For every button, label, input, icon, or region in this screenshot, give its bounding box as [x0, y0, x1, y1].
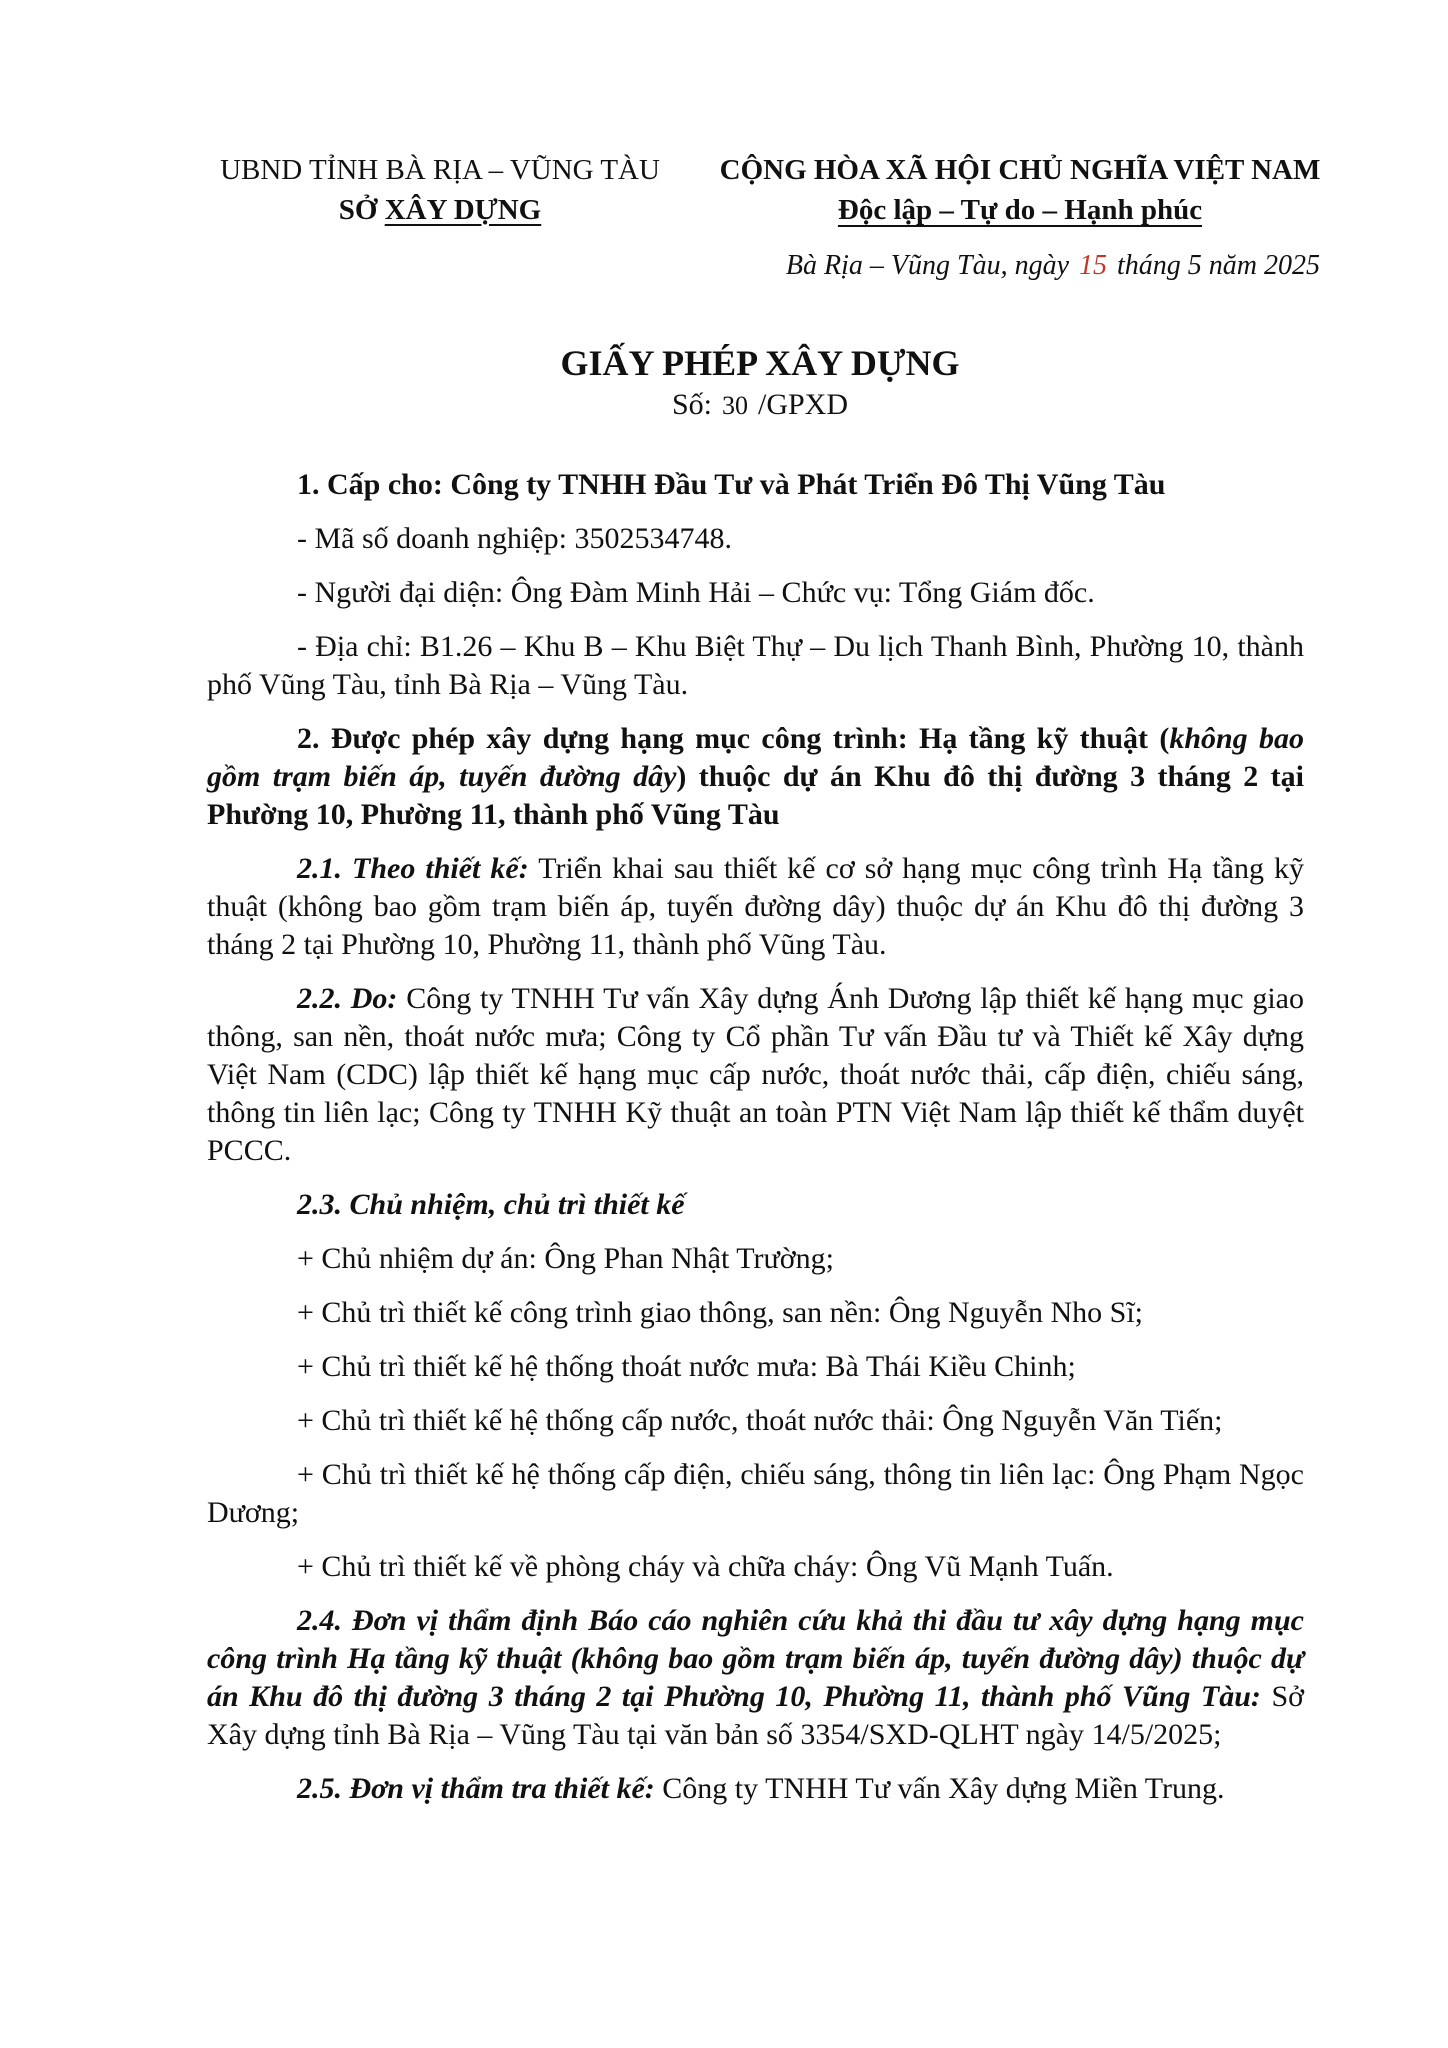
section2-4: [207, 1602, 1304, 1754]
section2-heading-a: 2. Được phép xây dựng hạng mục công trình: Hạ tầng kỹ thuật (: [297, 722, 1170, 755]
issuer-header: [200, 150, 680, 230]
tax-code: - Mã số doanh nghiệp: 3502534748.: [297, 522, 732, 555]
list-item: + Chủ trì thiết kế công trình giao thông, san nền: Ông Nguyễn Nho Sĩ;: [297, 1296, 1143, 1329]
section2-heading-italic: không bao gồm trạm biến áp, tuyến đường dây: [207, 722, 1304, 793]
list-item: + Chủ nhiệm dự án: Ông Phan Nhật Trường;: [297, 1242, 834, 1275]
date-prefix: Bà Rịa – Vũng Tàu, ngày: [785, 250, 1069, 281]
document-number: [0, 388, 1448, 422]
section2-2-text: Công ty TNHH Tư vấn Xây dựng Ánh Dương lập thiết kế hạng mục giao thông, san nền, thoát nước mưa; Công ty Cổ phần Tư vấn Đầu tư và Thiết kế Xây dựng Việt Nam (CDC) lập thiết kế hạng mục cấp nước, thoát nước thải, cấp điện, chiếu sáng, thông tin liên lạc; Công ty TNHH Kỹ thuật an toàn PTN Việt Nam lập thiết kế thẩm duyệt PCCC.: [207, 982, 1304, 1167]
section2-1-text: Triển khai sau thiết kế cơ sở hạng mục công trình Hạ tầng kỹ thuật (không bao gồm trạm biến áp, tuyến đường dây) thuộc dự án Khu đô thị đường 3 tháng 2 tại Phường 10, Phường 11, thành phố Vũng Tàu.: [207, 852, 1305, 961]
country-name: CỘNG HÒA XÃ HỘI CHỦ NGHĨA VIỆT NAM: [719, 154, 1321, 186]
number-value: 30: [722, 391, 748, 420]
section2-5: [207, 1770, 1304, 1808]
section2-5-text: Công ty TNHH Tư vấn Xây dựng Miền Trung.: [654, 1772, 1225, 1805]
representative: - Người đại diện: Ông Đàm Minh Hải – Chức vụ: Tổng Giám đốc.: [297, 576, 1095, 609]
section2-5-label: 2.5. Đơn vị thẩm tra thiết kế:: [297, 1772, 655, 1805]
date-day: 15: [1079, 250, 1107, 281]
department-name: [200, 190, 680, 230]
national-header: [690, 150, 1350, 230]
section2-1-label: 2.1. Theo thiết kế:: [297, 852, 529, 885]
section2-3-heading: 2.3. Chủ nhiệm, chủ trì thiết kế: [297, 1188, 685, 1221]
document-title: GIẤY PHÉP XÂY DỰNG: [560, 343, 960, 383]
department-underlined: XÂY DỰNG: [384, 194, 542, 226]
section2-heading: [207, 720, 1304, 834]
section2-heading-b: ) thuộc dự án Khu đô thị đường 3 tháng 2 tại Phường 10, Phường 11, thành phố Vũng Tàu: [207, 760, 1305, 831]
section2-2-label: 2.2. Do:: [297, 982, 398, 1015]
department-prefix: SỞ: [338, 194, 385, 226]
number-label: Số:: [671, 388, 712, 421]
number-suffix: /GPXD: [758, 388, 849, 421]
list-item: + Chủ trì thiết kế hệ thống cấp điện, chiếu sáng, thông tin liên lạc: Ông Phạm Ngọc Dương;: [207, 1458, 1304, 1529]
motto-text: Độc lập – Tự do – Hạnh phúc: [837, 194, 1203, 226]
list-item: + Chủ trì thiết kế hệ thống cấp nước, thoát nước thải: Ông Nguyễn Văn Tiến;: [297, 1404, 1223, 1437]
date-suffix: tháng 5 năm 2025: [1117, 250, 1320, 281]
section1-heading: 1. Cấp cho: Công ty TNHH Đầu Tư và Phát Triển Đô Thị Vũng Tàu: [297, 468, 1166, 501]
section2-2: [207, 980, 1304, 1170]
issue-date: [720, 250, 1320, 282]
list-item: + Chủ trì thiết kế hệ thống thoát nước mưa: Bà Thái Kiều Chinh;: [297, 1350, 1076, 1383]
address: - Địa chỉ: B1.26 – Khu B – Khu Biệt Thự – Du lịch Thanh Bình, Phường 10, thành phố Vũng Tàu, tỉnh Bà Rịa – Vũng Tàu.: [207, 630, 1304, 701]
authority-name: UBND TỈNH BÀ RỊA – VŨNG TÀU: [220, 154, 660, 186]
document-body: [207, 466, 1304, 1824]
section2-4-text: Sở Xây dựng tỉnh Bà Rịa – Vũng Tàu tại văn bản số 3354/SXD-QLHT ngày 14/5/2025;: [207, 1680, 1304, 1751]
motto: [690, 190, 1350, 230]
list-item: + Chủ trì thiết kế về phòng cháy và chữa cháy: Ông Vũ Mạnh Tuấn.: [297, 1550, 1114, 1583]
section2-4-label: 2.4. Đơn vị thẩm định Báo cáo nghiên cứu khả thi đầu tư xây dựng hạng mục công trình Hạ tầng kỹ thuật (không bao gồm trạm biến áp, tuyến đường dây) thuộc dự án Khu đô thị đường 3 tháng 2 tại Phường 10, Phường 11, thành phố Vũng Tàu:: [207, 1604, 1304, 1713]
section2-1: [207, 850, 1304, 964]
